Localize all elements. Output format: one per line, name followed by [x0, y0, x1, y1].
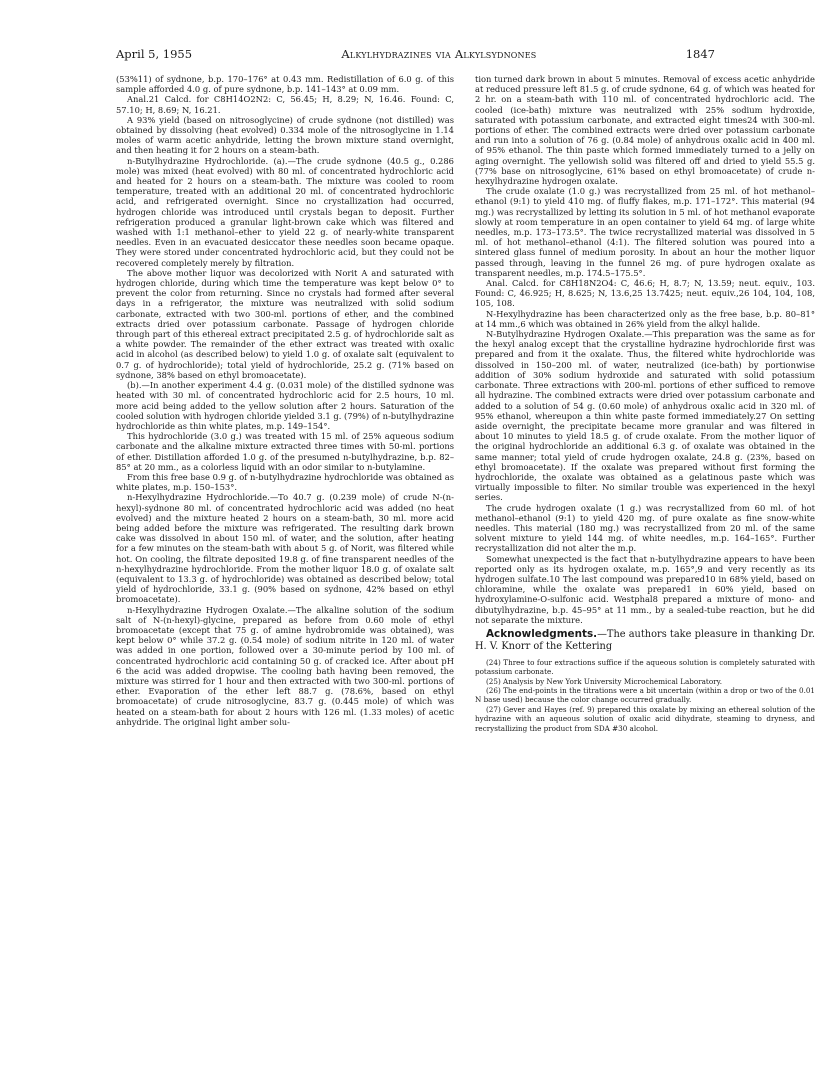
paragraph: N-Butylhydrazine Hydrogen Oxalate.—This preparation was the same as for the hexyl analog except that the crystalline hydrazine hydrochloride first was prepared and from it the oxalate. Thus, the filtered white hydrochloride was dissolved in 150–200 ml. of water, neutralized (ice-bath) by portionwise addition of 30% sodium hydroxide and saturated with solid potassium carbonate. Three extractions with 200-ml. portions of ether sufficed to remove all hydrazine. The combined extracts were dried over potassium carbonate and added to a solution of 54 g. (0.60 mole) of anhydrous oxalic acid in 320 ml. of 95% ethanol, whereupon a thin white paste formed immediately.27 On setting aside overnight, the precipitate became more granular and was filtered in about 10 minutes to yield 18.5 g. of crude oxalate. From the mother liquor of the original hydrochloride an additional 6.3 g. of oxalate was obtained in the same manner; total yield of crude hydrogen oxalate, 24.8 g. (23%, based on ethyl bromoacetate). If the oxalate was prepared without first forming the hydrochloride, the oxalate was obtained as a gelatinous paste which was virtually impossible to filter. No similar trouble was experienced in the hexyl series. — [475, 329, 815, 503]
paragraph: Anal. Calcd. for C8H18N2O4: C, 46.6; H, 8.7; N, 13.59; neut. equiv., 103. Found: C, 46.925; H, 8.625; N, 13.6,25 13.7425; neut. equiv.,26 104, 104, 108, 105, 108. — [475, 278, 815, 309]
paragraph: (b).—In another experiment 4.4 g. (0.031 mole) of the distilled sydnone was heated with 30 ml. of concentrated hydrochloric acid for 2.5 hours, 10 ml. more acid being added to the yellow solution after 2 hours. Saturation of the cooled solution with hydrogen chloride yielded 3.1 g. (79%) of n-butylhydrazine hydrochloride as thin white plates, m.p. 149–154°. — [116, 380, 454, 431]
footnote: (27) Gever and Hayes (ref. 9) prepared this oxalate by mixing an ethereal solution of the hydrazine with an aqueous solution of oxalic acid dihydrate, steaming to dryness, and recrystallizing the product from SDA #30 alcohol. — [475, 704, 815, 733]
paragraph: The crude hydrogen oxalate (1 g.) was recrystallized from 60 ml. of hot methanol–ethanol (9:1) to yield 420 mg. of pure oxalate as fine snow-white needles. This material (180 mg.) was recrystallized from 20 ml. of the same solvent mixture to yield 144 mg. of white needles, m.p. 164–165°. Further recrystallization did not alter the m.p. — [475, 502, 815, 554]
footnote: (26) The end-points in the titrations were a bit uncertain (within a drop or two of the 0.01 N base used) because the color change occurred gradually. — [475, 686, 815, 705]
left-column — [116, 74, 454, 727]
acknowledgments-heading: Acknowledgments. — [486, 627, 598, 640]
paragraph: The above mother liquor was decolorized with Norit A and saturated with hydrogen chloride, during which time the temperature was kept below 0° to prevent the color from returning. Since no crystals had formed after several days in a refrigerator, the mixture was neutralized with solid sodium carbonate, extracted with two 300-ml. portions of ether, and the combined extracts dried over potassium carbonate. Passage of hydrogen chloride through part of this ethereal extract precipitated 2.5 g. of hydrochloride salt as a white powder. The remainder of the ether extract was treated with oxalic acid in alcohol (as described below) to yield 1.0 g. of oxalate salt (equivalent to 0.7 g. of hydrochloride); total yield of hydrochloride, 25.2 g. (71% based on sydnone, 38% based on ethyl bromoacetate). — [116, 267, 454, 380]
paragraph: (53%11) of sydnone, b.p. 170–176° at 0.43 mm. Redistillation of 6.0 g. of this sample afforded 4.0 g. of pure sydnone, b.p. 141–143° at 0.09 mm. — [116, 74, 454, 95]
footnote: (24) Three to four extractions suffice if the aqueous solution is completely saturated with potassium carbonate. — [475, 657, 815, 677]
header-title: Alkylhydrazines via Alkylsydnones — [341, 47, 537, 61]
paragraph: n-Butylhydrazine Hydrochloride. (a).—The crude sydnone (40.5 g., 0.286 mole) was mixed (heat evolved) with 80 ml. of concentrated hydrochloric acid and heated for 2 hours on a steam-bath. The mixture was cooled to room temperature, treated with an additional 20 ml. of concentrated hydrochloric acid, and refrigerated overnight. Since no crystallization had occurred, hydrogen chloride was introduced until crystals began to deposit. Further refrigeration produced a granular light-brown cake which was filtered and washed with 1:1 methanol–ether to yield 22 g. of nearly-white transparent needles. Even in an evacuated desiccator these needles soon became opaque. They were stored under concentrated hydrochloric acid, but they could not be recovered completely merely by filtration. — [116, 155, 454, 268]
paragraph: The crude oxalate (1.0 g.) was recrystallized from 25 ml. of hot methanol–ethanol (9:1) to yield 410 mg. of fluffy flakes, m.p. 171–172°. This material (94 mg.) was recrystallized by letting its solution in 5 ml. of hot methanol evaporate slowly at room temperature in an open container to yield 64 mg. of large white needles, m.p. 173–173.5°. The twice recrystallized material was dissolved in 5 ml. of hot methanol–ethanol (4:1). The filtered solution was poured into a sintered glass funnel of medium porosity. In about an hour the mother liquor passed through, leaving in the funnel 26 mg. of pure hydrogen oxalate as transparent needles, m.p. 174.5–175.5°. — [475, 186, 815, 278]
acknowledgments-text: —The authors take pleasure in thanking Dr. H. V. Knorr of the Kettering — [475, 628, 815, 653]
header-date: April 5, 1955 — [116, 47, 193, 61]
paragraph: This hydrochloride (3.0 g.) was treated with 15 ml. of 25% aqueous sodium carbonate and the alkaline mixture extracted three times with 50-ml. portions of ether. Distillation afforded 1.0 g. of the presumed n-butylhydrazine, b.p. 82–85° at 20 mm., as a colorless liquid with an odor similar to n-butylamine. — [116, 431, 454, 472]
paragraph: From this free base 0.9 g. of n-butylhydrazine hydrochloride was obtained as white plates, m.p. 150–153°. — [116, 471, 454, 493]
paragraph: Anal.21 Calcd. for C8H14O2N2: C, 56.45; H, 8.29; N, 16.46. Found: C, 57.10; H, 8.69; N, 16.21. — [116, 94, 454, 115]
paragraph: n-Hexylhydrazine Hydrochloride.—To 40.7 g. (0.239 mole) of crude N-(n-hexyl)-sydnone 80 ml. of concentrated hydrochloric acid was added (no heat evolved) and the mixture heated 2 hours on a steam-bath, 30 ml. more acid being added before the mixture was refrigerated. The resulting dark brown cake was dissolved in about 150 ml. of water, and the solution, after heating for a few minutes on the steam-bath with about 5 g. of Norit, was filtered while hot. On cooling, the filtrate deposited 19.8 g. of fine transparent needles of the n-hexylhydrazine hydrochloride. From the mother liquor 18.0 g. of oxalate salt (equivalent to 13.3 g. of hydrochloride) was obtained as described below; total yield of hydrochloride, 33.1 g. (90% based on sydnone, 42% based on ethyl bromoacetate). — [116, 492, 454, 605]
acknowledgments — [475, 628, 815, 654]
running-header — [116, 47, 715, 63]
footnote: (25) Analysis by New York University Microchemical Laboratory. — [486, 676, 722, 686]
paragraph: tion turned dark brown in about 5 minutes. Removal of excess acetic anhydride at reduced pressure left 81.5 g. of crude sydnone, 64 g. of which was heated for 2 hr. on a steam-bath with 110 ml. of concentrated hydrochloric acid. The cooled (ice-bath) mixture was neutralized with 25% sodium hydroxide, saturated with potassium carbonate, and extracted eight times24 with 300-ml. portions of ether. The combined extracts were dried over potassium carbonate and run into a solution of 76 g. (0.84 mole) of anhydrous oxalic acid in 400 ml. of 95% ethanol. The thin paste which formed immediately turned to a jelly on aging overnight. The yellowish solid was filtered off and dried to yield 55.5 g. (77% base on nitrosoglycine, 61% based on ethyl bromoacetate) of crude n-hexylhydrazine hydrogen oxalate. — [475, 74, 815, 187]
right-column — [475, 74, 815, 733]
paragraph: n-Hexylhydrazine Hydrogen Oxalate.—The alkaline solution of the sodium salt of N-(n-hexyl)-glycine, prepared as before from 0.60 mole of ethyl bromoacetate (except that 75 g. of amine hydrobromide was obtained), was kept below 0° while 37.2 g. (0.54 mole) of sodium nitrite in 120 ml. of water was added in one portion, followed over a 30-minute period by 100 ml. of concentrated hydrochloric acid containing 50 g. of cracked ice. After about pH 6 the acid was added dropwise. The cooling bath having been removed, the mixture was stirred for 1 hour and then extracted with two 300-ml. portions of ether. Evaporation of the ether left 88.7 g. (78.6%, based on ethyl bromoacetate) of crude nitrosoglycine, 83.7 g. (0.445 mole) of which was heated on a steam-bath for about 2 hours with 126 ml. (1.33 moles) of acetic anhydride. The original light amber solu- — [116, 604, 454, 727]
page-number: 1847 — [685, 47, 715, 61]
paragraph: Somewhat unexpected is the fact that n-butylhydrazine appears to have been reported only as its hydrogen oxalate, m.p. 165°,9 and very recently as its hydrogen sulfate.10 The last compound was prepared10 in 68% yield, based on chloramine, while the oxalate was prepared1 in 60% yield, based on hydroxylamine-O-sulfonic acid. Westphal8 prepared a mixture of mono- and dibutylhydrazine, b.p. 45–95° at 11 mm., by a sealed-tube reaction, but he did not separate the mixture. — [475, 553, 815, 625]
paragraph: N-Hexylhydrazine has been characterized only as the free base, b.p. 80–81° at 14 mm.,6 which was obtained in 26% yield from the alkyl halide. — [475, 308, 815, 329]
paragraph: A 93% yield (based on nitrosoglycine) of crude sydnone (not distilled) was obtained by dissolving (heat evolved) 0.334 mole of the nitrosoglycine in 1.14 moles of warm acetic anhydride, letting the brown mixture stand overnight, and then heating it for 2 hours on a steam-bath. — [116, 114, 454, 156]
